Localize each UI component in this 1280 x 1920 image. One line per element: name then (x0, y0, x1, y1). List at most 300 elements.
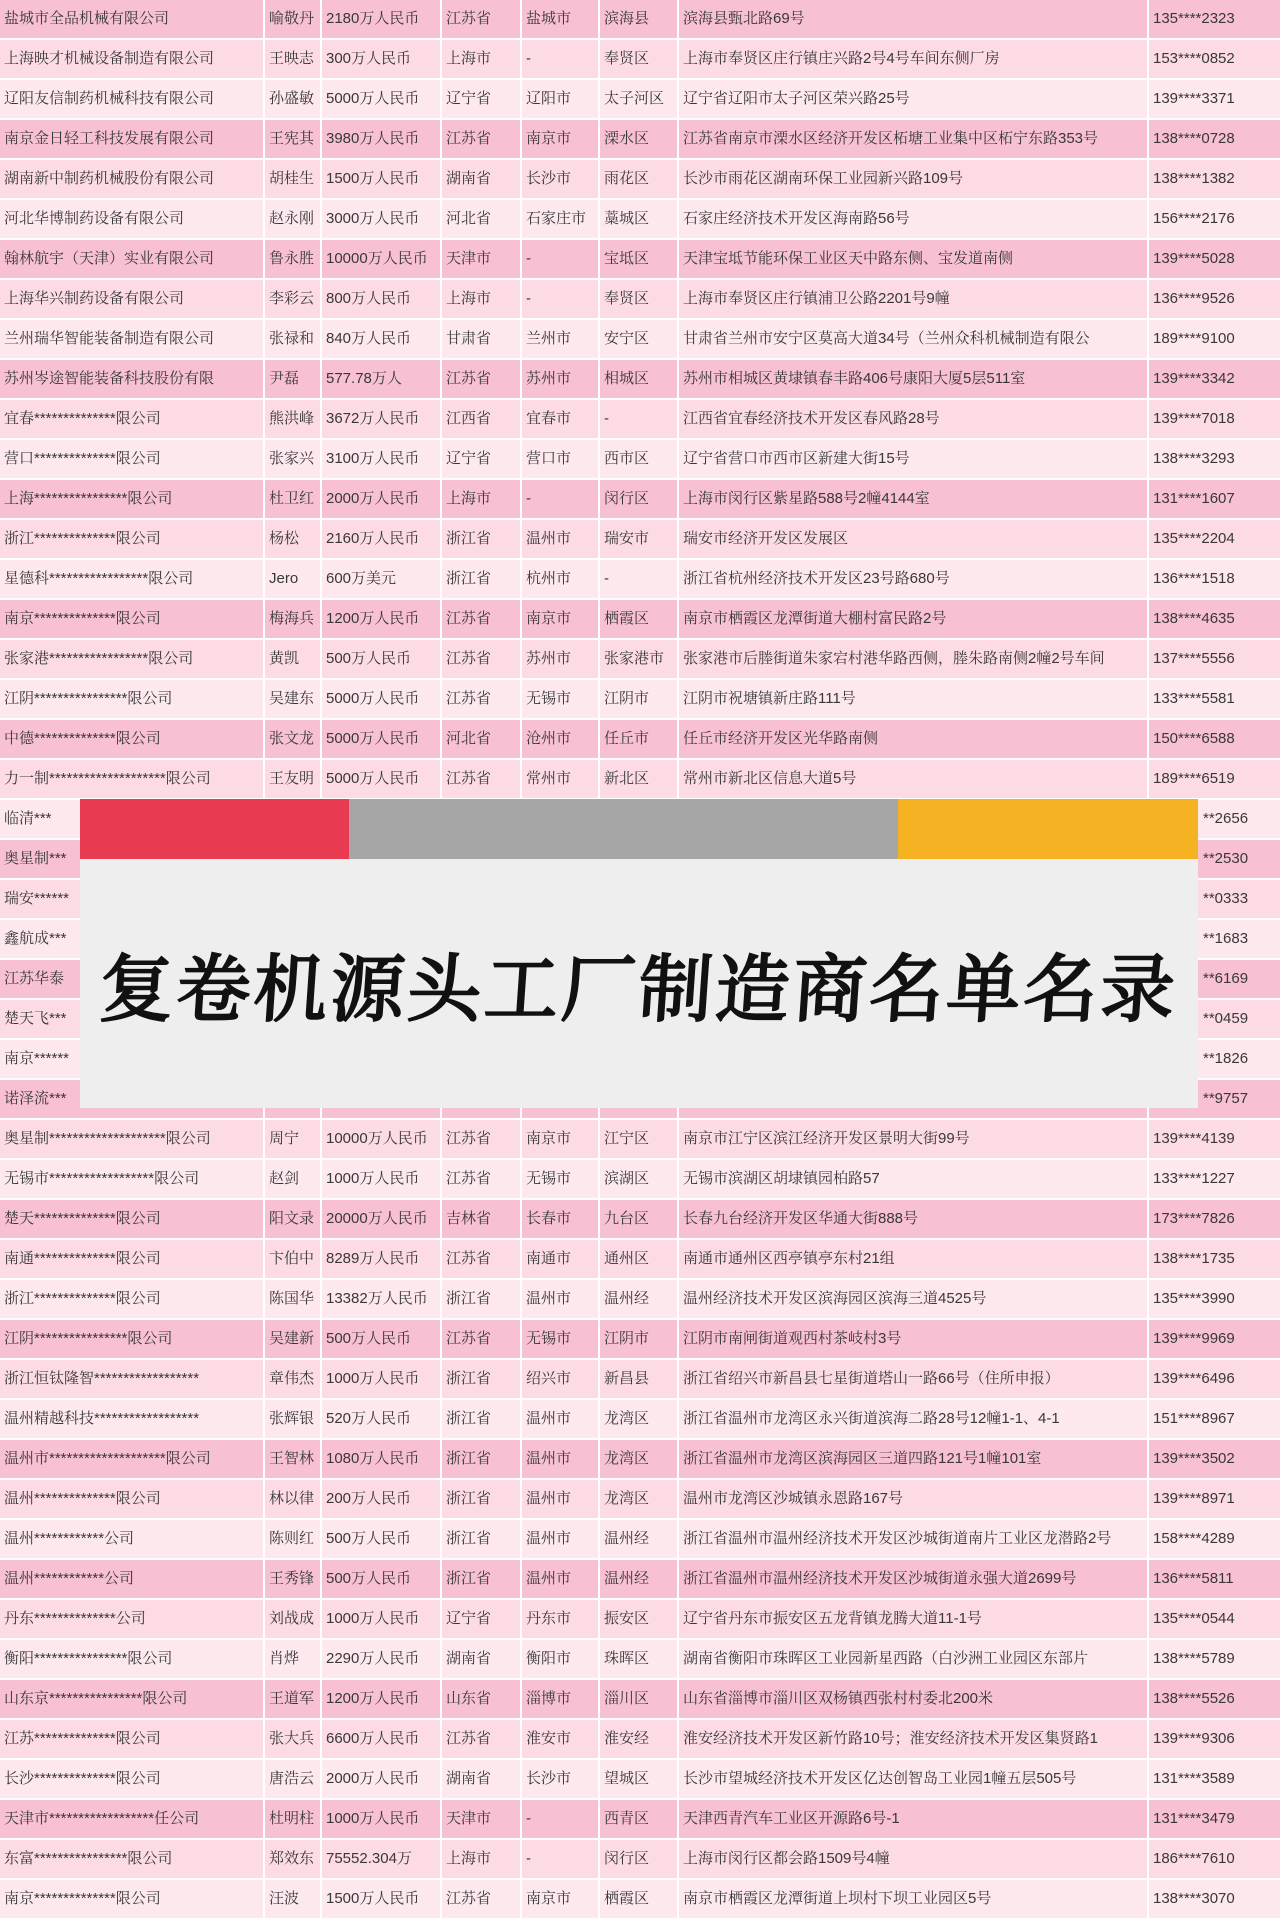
cell-legal-person: 王映志 (265, 40, 320, 78)
cell-district: 龙湾区 (600, 1480, 677, 1518)
cell-company: 东富****************限公司 (0, 1840, 263, 1878)
cell-phone: 138****1735 (1149, 1240, 1280, 1278)
cell-company: 江苏华泰 (0, 960, 263, 998)
cell-phone: **9757 (1149, 1080, 1280, 1118)
cell-company: 江阴****************限公司 (0, 680, 263, 718)
cell-registered-capital: 5000万人民币 (322, 80, 440, 118)
cell-province: 江苏省 (442, 640, 520, 678)
cell-phone: 135****0544 (1149, 1600, 1280, 1638)
cell-company: 南京金日轻工科技发展有限公司 (0, 120, 263, 158)
cell-phone: 189****6519 (1149, 760, 1280, 798)
cell-district: 雨花区 (600, 160, 677, 198)
table-row (0, 360, 1280, 398)
cell-legal-person: Jero (265, 560, 320, 598)
cell-phone: **2530 (1149, 840, 1280, 878)
cell-province: 辽宁省 (442, 1600, 520, 1638)
cell-phone: 135****2323 (1149, 0, 1280, 38)
table-row (0, 1440, 1280, 1478)
cell-registered-capital: 5000万人民币 (322, 760, 440, 798)
cell-registered-capital: 3100万人民币 (322, 440, 440, 478)
cell-company: 营口**************限公司 (0, 440, 263, 478)
cell-registered-capital: 1500万人民币 (322, 160, 440, 198)
cell-address: 上海市奉贤区庄行镇浦卫公路2201号9幢 (679, 280, 1147, 318)
cell-company: 天津市******************任公司 (0, 1800, 263, 1838)
cell-city: - (522, 1840, 598, 1878)
table-row (0, 240, 1280, 278)
cell-city: 苏州市 (522, 640, 598, 678)
cell-company: 楚天飞*** (0, 1000, 263, 1038)
table-row (0, 1520, 1280, 1558)
cell-province: 江苏省 (442, 0, 520, 38)
cell-province: 江苏省 (442, 1320, 520, 1358)
cell-province: 江苏省 (442, 1240, 520, 1278)
cell-legal-person: 刘战成 (265, 1600, 320, 1638)
cell-city: 无锡市 (522, 1160, 598, 1198)
cell-city: 长春市 (522, 1200, 598, 1238)
cell-phone: **0459 (1149, 1000, 1280, 1038)
cell-phone: 138****3293 (1149, 440, 1280, 478)
cell-address: 浙江省温州市龙湾区滨海园区三道四路121号1幢101室 (679, 1440, 1147, 1478)
cell-phone: 136****5811 (1149, 1560, 1280, 1598)
cell-company: 浙江**************限公司 (0, 520, 263, 558)
cell-address: 湖南省衡阳市珠晖区工业园新星西路（白沙洲工业园区东部片 (679, 1640, 1147, 1678)
cell-province: 吉林省 (442, 1200, 520, 1238)
cell-province: 上海市 (442, 280, 520, 318)
cell-address: 长春九台经济开发区华通大街888号 (679, 1200, 1147, 1238)
table-row (0, 1280, 1280, 1318)
cell-legal-person: 陈国华 (265, 1280, 320, 1318)
cell-province: 浙江省 (442, 1360, 520, 1398)
cell-address: 浙江省温州市龙湾区永兴街道滨海二路28号12幢1-1、4-1 (679, 1400, 1147, 1438)
cell-company: 江阴****************限公司 (0, 1320, 263, 1358)
table-row (0, 1800, 1280, 1838)
cell-city: - (522, 40, 598, 78)
cell-company: 临清*** (0, 800, 263, 838)
cell-address: 浙江省温州市温州经济技术开发区沙城街道南片工业区龙潜路2号 (679, 1520, 1147, 1558)
cell-address: 温州市龙湾区沙城镇永恩路167号 (679, 1480, 1147, 1518)
cell-district: 龙湾区 (600, 1400, 677, 1438)
cell-registered-capital: 3000万人民币 (322, 200, 440, 238)
cell-company: 浙江恒钛隆智****************** (0, 1360, 263, 1398)
cell-province: 辽宁省 (442, 80, 520, 118)
cell-legal-person: 杜明柱 (265, 1800, 320, 1838)
table-row (0, 1320, 1280, 1358)
cell-phone: 137****5556 (1149, 640, 1280, 678)
stripe-yellow-segment (898, 799, 1198, 859)
cell-registered-capital: 1200万人民币 (322, 1680, 440, 1718)
cell-phone: 135****2204 (1149, 520, 1280, 558)
cell-phone: **1683 (1149, 920, 1280, 958)
cell-registered-capital: 5000万人民币 (322, 680, 440, 718)
cell-registered-capital: 1200万人民币 (322, 600, 440, 638)
cell-address: 南京市栖霞区龙潭街道上坝村下坝工业园区5号 (679, 1880, 1147, 1918)
cell-legal-person: 周宁 (265, 1120, 320, 1158)
cell-legal-person: 章伟杰 (265, 1360, 320, 1398)
cell-phone: 138****3070 (1149, 1880, 1280, 1918)
table-row (0, 400, 1280, 438)
table-row (0, 720, 1280, 758)
table-row (0, 600, 1280, 638)
cell-phone: 139****5028 (1149, 240, 1280, 278)
cell-legal-person: 胡桂生 (265, 160, 320, 198)
cell-address: 辽宁省辽阳市太子河区荣兴路25号 (679, 80, 1147, 118)
cell-phone: 139****7018 (1149, 400, 1280, 438)
cell-legal-person: 喻敬丹 (265, 0, 320, 38)
cell-district: 新北区 (600, 760, 677, 798)
cell-phone: 139****9306 (1149, 1720, 1280, 1758)
cell-address: 辽宁省丹东市振安区五龙背镇龙腾大道11-1号 (679, 1600, 1147, 1638)
table-row (0, 640, 1280, 678)
cell-legal-person: 王宪其 (265, 120, 320, 158)
cell-registered-capital: 3980万人民币 (322, 120, 440, 158)
table-row (0, 1760, 1280, 1798)
cell-registered-capital: 500万人民币 (322, 1560, 440, 1598)
cell-registered-capital: 500万人民币 (322, 640, 440, 678)
table-row (0, 1200, 1280, 1238)
cell-registered-capital: 8289万人民币 (322, 1240, 440, 1278)
cell-address: 南通市通州区西亭镇亭东村21组 (679, 1240, 1147, 1278)
title-banner (80, 799, 1198, 1108)
cell-district: 奉贤区 (600, 280, 677, 318)
table-row (0, 1640, 1280, 1678)
cell-phone: 139****6496 (1149, 1360, 1280, 1398)
cell-address: 无锡市滨湖区胡埭镇园柏路57 (679, 1160, 1147, 1198)
cell-province: 上海市 (442, 480, 520, 518)
cell-company: 温州************公司 (0, 1520, 263, 1558)
cell-address: 山东省淄博市淄川区双杨镇西张村村委北200米 (679, 1680, 1147, 1718)
cell-address: 天津西青汽车工业区开源路6号-1 (679, 1800, 1147, 1838)
cell-district: 闵行区 (600, 1840, 677, 1878)
cell-company: 张家港*****************限公司 (0, 640, 263, 678)
color-stripe (80, 799, 1198, 859)
cell-legal-person: 张禄和 (265, 320, 320, 358)
cell-legal-person: 杜卫红 (265, 480, 320, 518)
cell-city: 南通市 (522, 1240, 598, 1278)
table-row (0, 80, 1280, 118)
cell-registered-capital: 300万人民币 (322, 40, 440, 78)
cell-province: 浙江省 (442, 1440, 520, 1478)
cell-phone: 135****3990 (1149, 1280, 1280, 1318)
table-row (0, 1400, 1280, 1438)
cell-company: 翰林航宇（天津）实业有限公司 (0, 240, 263, 278)
cell-city: 长沙市 (522, 1760, 598, 1798)
cell-city: - (522, 480, 598, 518)
cell-registered-capital: 2180万人民币 (322, 0, 440, 38)
cell-district: 任丘市 (600, 720, 677, 758)
cell-district: 安宁区 (600, 320, 677, 358)
cell-legal-person: 吴建东 (265, 680, 320, 718)
cell-city: 温州市 (522, 1520, 598, 1558)
cell-company: 温州**************限公司 (0, 1480, 263, 1518)
cell-company: 苏州岑途智能装备科技股份有限 (0, 360, 263, 398)
cell-district: 珠晖区 (600, 1640, 677, 1678)
cell-city: - (522, 1800, 598, 1838)
cell-province: 江苏省 (442, 1880, 520, 1918)
table-row (0, 40, 1280, 78)
cell-province: 河北省 (442, 720, 520, 758)
cell-province: 浙江省 (442, 1560, 520, 1598)
cell-company: 温州精越科技****************** (0, 1400, 263, 1438)
cell-phone: 186****7610 (1149, 1840, 1280, 1878)
cell-district: 太子河区 (600, 80, 677, 118)
cell-phone: 138****1382 (1149, 160, 1280, 198)
cell-company: 浙江**************限公司 (0, 1280, 263, 1318)
cell-province: 浙江省 (442, 1520, 520, 1558)
cell-company: 衡阳****************限公司 (0, 1640, 263, 1678)
cell-company: 河北华博制药设备有限公司 (0, 200, 263, 238)
cell-province: 浙江省 (442, 520, 520, 558)
cell-city: 营口市 (522, 440, 598, 478)
cell-phone: 153****0852 (1149, 40, 1280, 78)
cell-province: 江苏省 (442, 1160, 520, 1198)
cell-province: 上海市 (442, 40, 520, 78)
cell-city: 温州市 (522, 1560, 598, 1598)
table-row (0, 480, 1280, 518)
table-row (0, 160, 1280, 198)
cell-city: 沧州市 (522, 720, 598, 758)
cell-address: 长沙市望城经济技术开发区亿达创智岛工业园1幢五层505号 (679, 1760, 1147, 1798)
cell-legal-person: 王秀锋 (265, 1560, 320, 1598)
cell-phone: 139****9969 (1149, 1320, 1280, 1358)
cell-district: 宝坻区 (600, 240, 677, 278)
cell-registered-capital: 520万人民币 (322, 1400, 440, 1438)
cell-address: 浙江省绍兴市新昌县七星街道塔山一路66号（住所申报） (679, 1360, 1147, 1398)
cell-company: 奥星制********************限公司 (0, 1120, 263, 1158)
table-row (0, 760, 1280, 798)
cell-legal-person: 汪波 (265, 1880, 320, 1918)
cell-legal-person: 阳文录 (265, 1200, 320, 1238)
cell-province: 天津市 (442, 1800, 520, 1838)
cell-registered-capital: 10000万人民币 (322, 240, 440, 278)
cell-district: 温州经 (600, 1280, 677, 1318)
cell-legal-person: 张大兵 (265, 1720, 320, 1758)
stripe-red-segment (80, 799, 349, 859)
cell-phone: 138****4635 (1149, 600, 1280, 638)
cell-company: 南京**************限公司 (0, 1880, 263, 1918)
cell-district: 栖霞区 (600, 600, 677, 638)
cell-address: 江西省宜春经济技术开发区春风路28号 (679, 400, 1147, 438)
cell-district: 张家港市 (600, 640, 677, 678)
cell-registered-capital: 1000万人民币 (322, 1800, 440, 1838)
cell-company: 南京****** (0, 1040, 263, 1078)
cell-district: 溧水区 (600, 120, 677, 158)
cell-legal-person: 王道军 (265, 1680, 320, 1718)
cell-city: 南京市 (522, 600, 598, 638)
table-row (0, 1880, 1280, 1918)
cell-phone: **6169 (1149, 960, 1280, 998)
cell-city: - (522, 280, 598, 318)
cell-city: 温州市 (522, 1280, 598, 1318)
cell-province: 辽宁省 (442, 440, 520, 478)
cell-registered-capital: 1000万人民币 (322, 1160, 440, 1198)
cell-city: 兰州市 (522, 320, 598, 358)
cell-registered-capital: 840万人民币 (322, 320, 440, 358)
cell-province: 甘肃省 (442, 320, 520, 358)
cell-city: 绍兴市 (522, 1360, 598, 1398)
cell-address: 南京市栖霞区龙潭街道大棚村富民路2号 (679, 600, 1147, 638)
cell-address: 任丘市经济开发区光华路南侧 (679, 720, 1147, 758)
page-title: 复卷机源头工厂制造商名单名录 (96, 946, 1181, 1033)
cell-address: 长沙市雨花区湖南环保工业园新兴路109号 (679, 160, 1147, 198)
table-row (0, 1160, 1280, 1198)
cell-province: 浙江省 (442, 1280, 520, 1318)
cell-province: 江苏省 (442, 1120, 520, 1158)
cell-city: 丹东市 (522, 1600, 598, 1638)
cell-province: 江苏省 (442, 680, 520, 718)
cell-company: 力一制********************限公司 (0, 760, 263, 798)
table-row (0, 120, 1280, 158)
cell-phone: 139****3342 (1149, 360, 1280, 398)
cell-city: 南京市 (522, 120, 598, 158)
cell-registered-capital: 1000万人民币 (322, 1600, 440, 1638)
title-panel (80, 859, 1198, 1108)
cell-phone: **2656 (1149, 800, 1280, 838)
cell-district: 新昌县 (600, 1360, 677, 1398)
cell-company: 鑫航成*** (0, 920, 263, 958)
cell-city: 温州市 (522, 1400, 598, 1438)
cell-phone: 138****5526 (1149, 1680, 1280, 1718)
cell-city: 无锡市 (522, 680, 598, 718)
cell-address: 瑞安市经济开发区发展区 (679, 520, 1147, 558)
cell-company: 盐城市全品机械有限公司 (0, 0, 263, 38)
cell-company: 瑞安****** (0, 880, 263, 918)
cell-province: 江苏省 (442, 360, 520, 398)
cell-legal-person: 尹磊 (265, 360, 320, 398)
cell-city: 宜春市 (522, 400, 598, 438)
table-row (0, 560, 1280, 598)
cell-registered-capital: 2000万人民币 (322, 480, 440, 518)
table-row (0, 1840, 1280, 1878)
cell-city: 淮安市 (522, 1720, 598, 1758)
cell-company: 上海映才机械设备制造有限公司 (0, 40, 263, 78)
cell-address: 上海市闵行区紫星路588号2幢4144室 (679, 480, 1147, 518)
cell-district: 龙湾区 (600, 1440, 677, 1478)
cell-district: 淮安经 (600, 1720, 677, 1758)
cell-address: 张家港市后塍街道朱家宕村港华路西侧，塍朱路南侧2幢2号车间 (679, 640, 1147, 678)
table-row (0, 1360, 1280, 1398)
cell-city: 苏州市 (522, 360, 598, 398)
table-row (0, 1720, 1280, 1758)
cell-legal-person: 张文龙 (265, 720, 320, 758)
cell-district: 相城区 (600, 360, 677, 398)
cell-phone: 150****6588 (1149, 720, 1280, 758)
cell-registered-capital: 3672万人民币 (322, 400, 440, 438)
cell-city: 常州市 (522, 760, 598, 798)
cell-province: 江苏省 (442, 760, 520, 798)
cell-address: 上海市闵行区都会路1509号4幢 (679, 1840, 1147, 1878)
cell-address: 上海市奉贤区庄行镇庄兴路2号4号车间东侧厂房 (679, 40, 1147, 78)
cell-province: 上海市 (442, 1840, 520, 1878)
cell-address: 浙江省温州市温州经济技术开发区沙城街道永强大道2699号 (679, 1560, 1147, 1598)
table-row (0, 1560, 1280, 1598)
cell-company: 无锡市******************限公司 (0, 1160, 263, 1198)
cell-registered-capital: 1080万人民币 (322, 1440, 440, 1478)
cell-district: - (600, 560, 677, 598)
cell-legal-person: 郑效东 (265, 1840, 320, 1878)
cell-phone: 139****3502 (1149, 1440, 1280, 1478)
cell-city: 无锡市 (522, 1320, 598, 1358)
cell-registered-capital: 10000万人民币 (322, 1120, 440, 1158)
cell-district: 滨海县 (600, 0, 677, 38)
table-row (0, 320, 1280, 358)
cell-province: 天津市 (442, 240, 520, 278)
cell-legal-person: 卞伯中 (265, 1240, 320, 1278)
cell-province: 浙江省 (442, 560, 520, 598)
cell-company: 奥星制*** (0, 840, 263, 878)
cell-address: 浙江省杭州经济技术开发区23号路680号 (679, 560, 1147, 598)
cell-registered-capital: 500万人民币 (322, 1320, 440, 1358)
cell-company: 楚天**************限公司 (0, 1200, 263, 1238)
cell-province: 江苏省 (442, 600, 520, 638)
cell-phone: 133****5581 (1149, 680, 1280, 718)
cell-province: 山东省 (442, 1680, 520, 1718)
cell-address: 江阴市祝塘镇新庄路111号 (679, 680, 1147, 718)
cell-district: 江阴市 (600, 680, 677, 718)
cell-legal-person: 王智林 (265, 1440, 320, 1478)
cell-district: 奉贤区 (600, 40, 677, 78)
cell-company: 兰州瑞华智能装备制造有限公司 (0, 320, 263, 358)
cell-city: 杭州市 (522, 560, 598, 598)
cell-phone: 173****7826 (1149, 1200, 1280, 1238)
cell-city: 衡阳市 (522, 1640, 598, 1678)
cell-registered-capital: 600万美元 (322, 560, 440, 598)
cell-province: 浙江省 (442, 1400, 520, 1438)
cell-legal-person: 林以律 (265, 1480, 320, 1518)
cell-company: 上海华兴制药设备有限公司 (0, 280, 263, 318)
table-row (0, 1600, 1280, 1638)
cell-registered-capital: 2000万人民币 (322, 1760, 440, 1798)
cell-legal-person: 唐浩云 (265, 1760, 320, 1798)
cell-legal-person: 陈则红 (265, 1520, 320, 1558)
table-row (0, 200, 1280, 238)
cell-legal-person: 赵永刚 (265, 200, 320, 238)
cell-legal-person: 鲁永胜 (265, 240, 320, 278)
cell-legal-person: 黄凯 (265, 640, 320, 678)
cell-company: 星德科*****************限公司 (0, 560, 263, 598)
cell-district: 温州经 (600, 1560, 677, 1598)
cell-legal-person: 肖烨 (265, 1640, 320, 1678)
cell-registered-capital: 13382万人民币 (322, 1280, 440, 1318)
cell-registered-capital: 1500万人民币 (322, 1880, 440, 1918)
table-row (0, 520, 1280, 558)
cell-phone: 138****0728 (1149, 120, 1280, 158)
cell-district: 江阴市 (600, 1320, 677, 1358)
cell-city: - (522, 240, 598, 278)
cell-legal-person: 王友明 (265, 760, 320, 798)
cell-province: 江苏省 (442, 120, 520, 158)
cell-city: 温州市 (522, 520, 598, 558)
cell-company: 温州市********************限公司 (0, 1440, 263, 1478)
cell-registered-capital: 1000万人民币 (322, 1360, 440, 1398)
cell-company: 辽阳友信制药机械科技有限公司 (0, 80, 263, 118)
cell-district: 温州经 (600, 1520, 677, 1558)
table-row (0, 440, 1280, 478)
cell-province: 江西省 (442, 400, 520, 438)
cell-company: 丹东**************公司 (0, 1600, 263, 1638)
cell-city: 南京市 (522, 1880, 598, 1918)
cell-phone: 189****9100 (1149, 320, 1280, 358)
cell-phone: 131****1607 (1149, 480, 1280, 518)
cell-province: 湖南省 (442, 160, 520, 198)
cell-district: 江宁区 (600, 1120, 677, 1158)
cell-legal-person: 张家兴 (265, 440, 320, 478)
cell-legal-person: 熊洪峰 (265, 400, 320, 438)
cell-address: 南京市江宁区滨江经济开发区景明大街99号 (679, 1120, 1147, 1158)
cell-company: 湖南新中制药机械股份有限公司 (0, 160, 263, 198)
cell-legal-person: 梅海兵 (265, 600, 320, 638)
cell-district: 通州区 (600, 1240, 677, 1278)
cell-registered-capital: 5000万人民币 (322, 720, 440, 758)
